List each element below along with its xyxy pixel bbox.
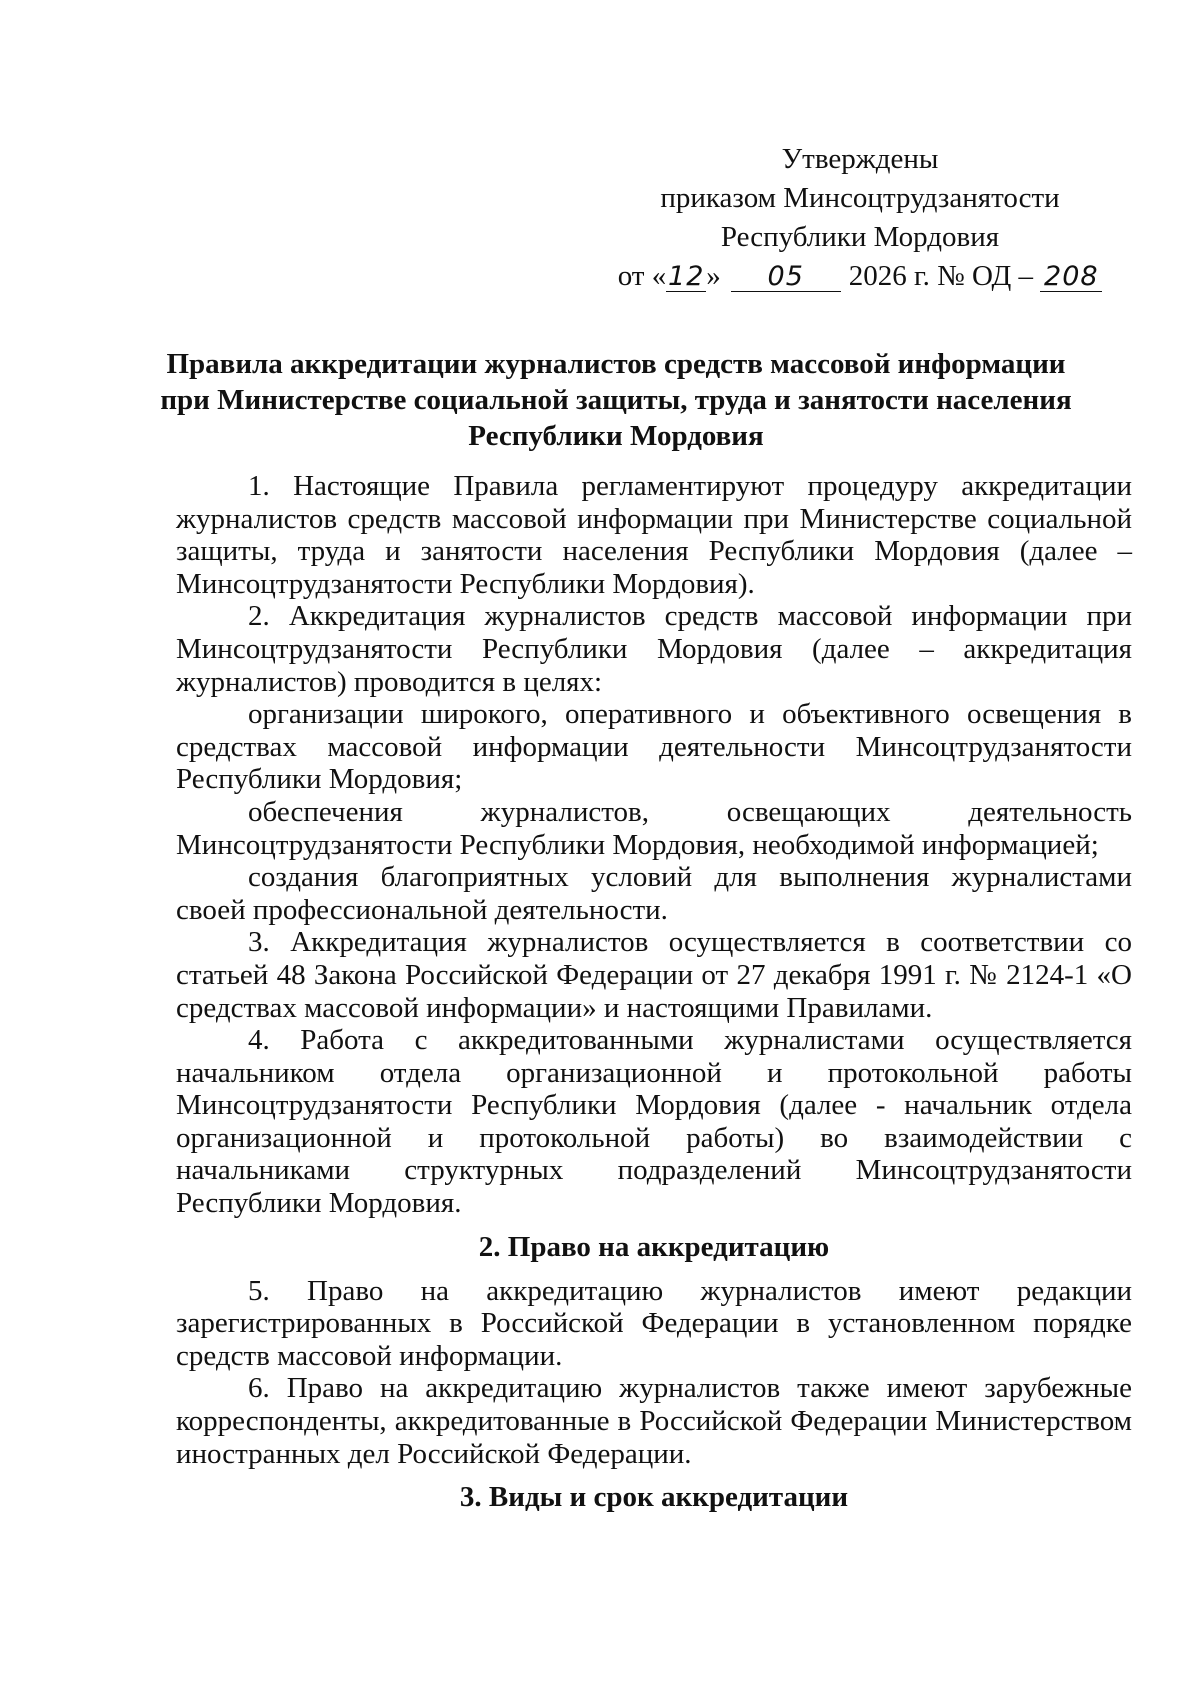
date-year-number-prefix: 2026 г. № ОД – <box>848 260 1034 292</box>
date-prefix: от « <box>617 260 667 292</box>
paragraph-2-goal-b: обеспечения журналистов, освещающих деятельность Минсоцтрудзанятости Республики Мордовия, необходимой информацией; <box>176 795 1132 861</box>
section-heading-2: 2. Право на аккредитацию <box>478 1230 830 1263</box>
handwritten-day: 12 <box>668 261 705 292</box>
document-body <box>176 470 1132 1525</box>
paragraph-4: 4. Работа с аккредитованными журналистами осуществляется начальником отдела организационной и протокольной работы Минсоцтрудзанятости Республики Мордовия (далее - начальник отдела организационной и протокольной работы) во взаимодействии с начальниками структурных подразделений Минсоцтрудзанятости Республики Мордовия. <box>176 1024 1132 1220</box>
paragraph-6: 6. Право на аккредитацию журналистов также имеют зарубежные корреспонденты, аккредитованные в Российской Федерации Министерством иностранных дел Российской Федерации. <box>176 1372 1132 1470</box>
paragraph-2-goal-c: создания благоприятных условий для выполнения журналистами своей профессиональной деятельности. <box>176 861 1132 926</box>
handwritten-order-number: 208 <box>1040 263 1102 292</box>
approval-date-line <box>600 257 1120 296</box>
title-line-1: Правила аккредитации журналистов средств массовой информации <box>166 348 1066 380</box>
title-line-2: при Министерстве социальной защиты, труда и занятости населения <box>160 384 1072 416</box>
approval-line-republic: Республики Мордовия <box>720 221 1000 253</box>
paragraph-3: 3. Аккредитация журналистов осуществляется в соответствии со статьей 48 Закона Российской Федерации от 27 декабря 1991 г. № 2124-1 «О средствах массовой информации» и настоящими Правилами. <box>176 926 1132 1024</box>
approval-line-order: приказом Минсоцтрудзанятости <box>660 182 1060 214</box>
paragraph-2-goal-a: организации широкого, оперативного и объективного освещения в средствах массовой информации деятельности Минсоцтрудзанятости Республики Мордовия; <box>176 698 1132 796</box>
title-line-3: Республики Мордовия <box>468 420 764 452</box>
paragraph-1: 1. Настоящие Правила регламентируют процедуру аккредитации журналистов средств массовой информации при Министерстве социальной защиты, труда и занятости населения Республики Мордовия (далее – Минсоцтрудзанятости Республики Мордовия). <box>176 470 1132 600</box>
handwritten-month: 05 <box>731 263 841 292</box>
approval-stamp-block <box>600 140 1120 296</box>
paragraph-5: 5. Право на аккредитацию журналистов имеют редакции зарегистрированных в Российской Федерации в установленном порядке средств массовой информации. <box>176 1274 1132 1372</box>
section-heading-3: 3. Виды и срок аккредитации <box>459 1481 849 1514</box>
paragraph-2: 2. Аккредитация журналистов средств массовой информации при Минсоцтрудзанятости Республики Мордовия (далее – аккредитация журналистов) проводится в целях: <box>176 600 1132 698</box>
approval-line-approved: Утверждены <box>781 143 939 175</box>
document-title <box>140 346 1092 454</box>
date-quote-close: » <box>706 260 721 292</box>
